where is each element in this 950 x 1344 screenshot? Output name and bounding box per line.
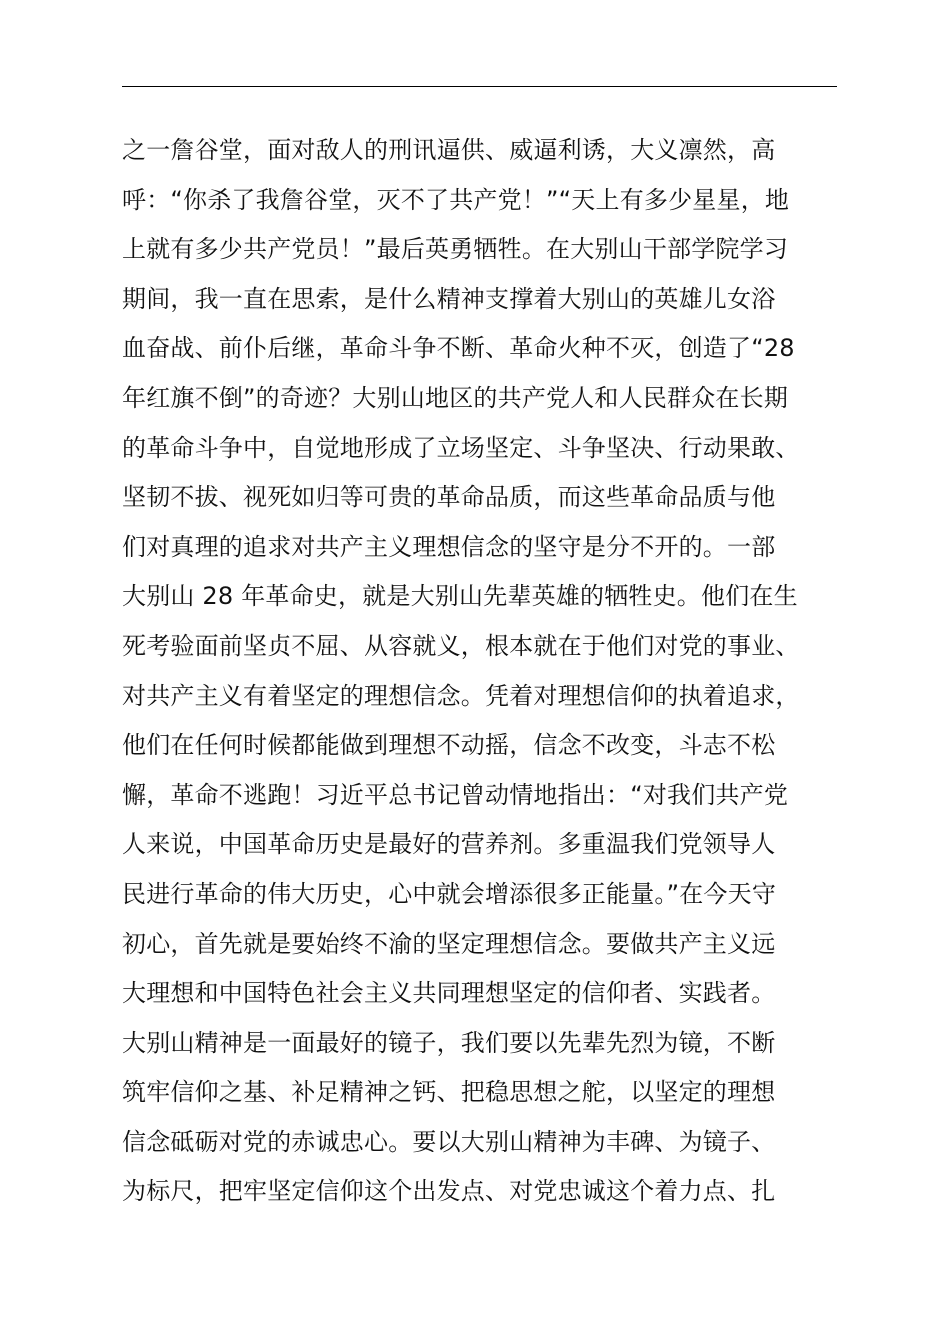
text-line: 为标尺，把牢坚定信仰这个出发点、对党忠诚这个着力点、扎 — [122, 1177, 776, 1206]
text-line: 他们在任何时候都能做到理想不动摇，信念不改变，斗志不松 — [122, 731, 776, 760]
text-line: 期间，我一直在思索，是什么精神支撑着大别山的英雄儿女浴 — [122, 284, 776, 313]
text-line: 大别山 28 年革命史，就是大别山先辈英雄的牺牲史。他们在生 — [122, 582, 798, 611]
text-line: 大别山精神是一面最好的镜子，我们要以先辈先烈为镜，不断 — [122, 1028, 776, 1057]
text-line: 民进行革命的伟大历史，心中就会增添很多正能量。”在今天守 — [122, 879, 777, 908]
text-line: 坚韧不拔、视死如归等可贵的革命品质，而这些革命品质与他 — [122, 483, 776, 512]
text-line: 血奋战、前仆后继，革命斗争不断、革命火种不灭，创造了“28 — [122, 334, 795, 363]
text-line: 呼：“你杀了我詹谷堂，灭不了共产党！”“天上有多少星星，地 — [122, 185, 790, 214]
text-line: 死考验面前坚贞不屈、从容就义，根本就在于他们对党的事业、 — [122, 631, 800, 660]
text-line: 大理想和中国特色社会主义共同理想坚定的信仰者、实践者。 — [122, 979, 776, 1008]
text-line: 们对真理的追求对共产主义理想信念的坚守是分不开的。一部 — [122, 532, 776, 561]
text-line: 人来说，中国革命历史是最好的营养剂。多重温我们党领导人 — [122, 830, 776, 859]
text-line: 之一詹谷堂，面对敌人的刑讯逼供、威逼利诱，大义凛然，高 — [122, 136, 776, 164]
text-line: 的革命斗争中，自觉地形成了立场坚定、斗争坚决、行动果敢、 — [122, 433, 800, 462]
body-paragraph — [122, 126, 862, 1217]
text-line: 初心，首先就是要始终不渝的坚定理想信念。要做共产主义远 — [122, 929, 776, 958]
text-line: 上就有多少共产党员！”最后英勇牺牲。在大别山干部学院学习 — [122, 235, 789, 264]
text-line: 懈，革命不逃跑！习近平总书记曾动情地指出：“对我们共产党 — [122, 780, 789, 809]
text-line: 对共产主义有着坚定的理想信念。凭着对理想信仰的执着追求， — [122, 681, 800, 710]
header-rule — [122, 86, 837, 87]
text-line: 年红旗不倒”的奇迹？大别山地区的共产党人和人民群众在长期 — [122, 383, 789, 412]
text-line: 信念砥砺对党的赤诚忠心。要以大别山精神为丰碑、为镜子、 — [122, 1127, 776, 1156]
text-line: 筑牢信仰之基、补足精神之钙、把稳思想之舵，以坚定的理想 — [122, 1078, 776, 1107]
